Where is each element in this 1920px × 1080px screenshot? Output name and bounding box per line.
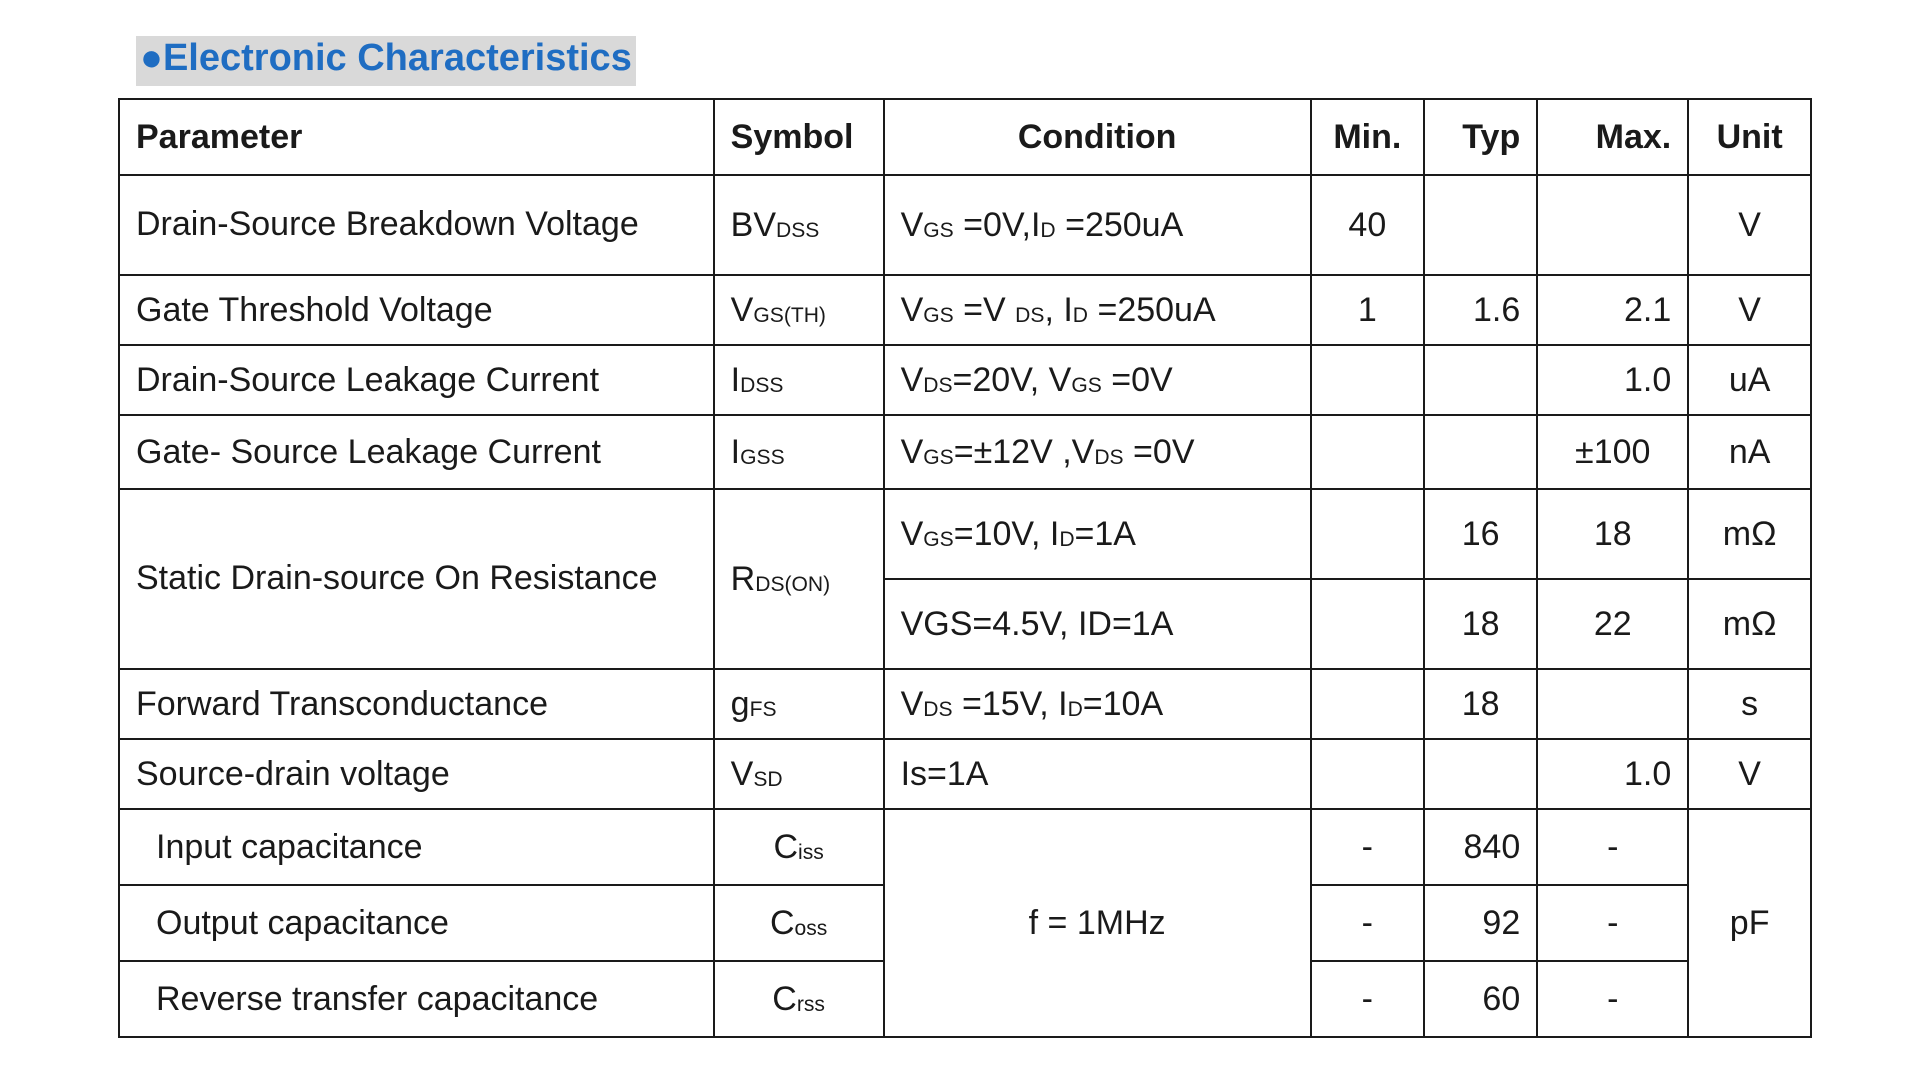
symbol-main: C bbox=[773, 827, 799, 866]
typ-cell bbox=[1424, 345, 1537, 415]
condition-cell bbox=[884, 489, 1311, 579]
condition-subscript: D bbox=[1059, 527, 1075, 551]
condition-subscript: GS bbox=[923, 445, 954, 469]
table-row bbox=[119, 489, 1811, 579]
symbol-cell bbox=[714, 739, 884, 809]
condition-subscript: D bbox=[1072, 303, 1089, 327]
symbol-sub: SD bbox=[753, 767, 783, 791]
header-condition: Condition bbox=[884, 99, 1311, 175]
symbol-main: BV bbox=[730, 205, 777, 244]
parameter-cell: Output capacitance bbox=[119, 885, 714, 961]
condition-subscript: GS bbox=[1071, 373, 1102, 397]
condition-subscript: GS bbox=[923, 527, 954, 551]
typ-cell bbox=[1424, 175, 1537, 275]
condition-subscript: D bbox=[1067, 697, 1083, 721]
condition-text: =250uA bbox=[1088, 290, 1216, 329]
condition-text: =0V,I bbox=[953, 205, 1041, 244]
condition-cell bbox=[884, 175, 1311, 275]
condition-text: VGS=4.5V, ID=1A bbox=[900, 604, 1174, 643]
condition-text: =250uA bbox=[1055, 205, 1184, 244]
symbol-main: V bbox=[730, 754, 754, 793]
condition-text: =1A bbox=[1074, 514, 1136, 553]
symbol-sub: rss bbox=[796, 992, 825, 1016]
parameter-cell: Drain-Source Leakage Current bbox=[119, 345, 714, 415]
condition-text: =20V, V bbox=[952, 360, 1072, 399]
parameter-cell: Static Drain-source On Resistance bbox=[119, 489, 714, 669]
unit-cell: mΩ bbox=[1688, 579, 1811, 669]
condition-text: =0V bbox=[1101, 360, 1173, 399]
table-row bbox=[119, 345, 1811, 415]
max-cell: 22 bbox=[1537, 579, 1688, 669]
symbol-sub: FS bbox=[749, 697, 777, 721]
condition-subscript: GS bbox=[923, 303, 954, 327]
max-cell: 1.0 bbox=[1537, 739, 1688, 809]
condition-cell bbox=[884, 669, 1311, 739]
unit-cell: V bbox=[1688, 275, 1811, 345]
header-row bbox=[119, 99, 1811, 175]
condition-cell bbox=[884, 345, 1311, 415]
min-cell bbox=[1311, 345, 1424, 415]
section-heading bbox=[136, 36, 636, 86]
symbol-sub: oss bbox=[794, 916, 828, 940]
min-cell bbox=[1311, 739, 1424, 809]
electronic-characteristics-table bbox=[118, 98, 1812, 1038]
symbol-cell bbox=[714, 489, 884, 669]
condition-text: V bbox=[900, 360, 924, 399]
condition-subscript: GS bbox=[923, 218, 954, 242]
symbol-main: I bbox=[730, 360, 741, 399]
parameter-cell: Gate Threshold Voltage bbox=[119, 275, 714, 345]
max-cell: - bbox=[1537, 961, 1688, 1037]
header-typ: Typ bbox=[1424, 99, 1537, 175]
symbol-main: C bbox=[769, 903, 795, 942]
condition-cell: f = 1MHz bbox=[884, 809, 1311, 1037]
condition-cell bbox=[884, 739, 1311, 809]
condition-subscript: D bbox=[1040, 218, 1056, 242]
typ-cell: 18 bbox=[1424, 579, 1537, 669]
typ-cell bbox=[1424, 415, 1537, 489]
condition-text: =15V, I bbox=[952, 684, 1068, 723]
unit-cell: mΩ bbox=[1688, 489, 1811, 579]
condition-subscript: DS bbox=[923, 697, 953, 721]
condition-text: V bbox=[900, 514, 924, 553]
header-unit: Unit bbox=[1688, 99, 1811, 175]
condition-cell bbox=[884, 579, 1311, 669]
parameter-cell: Drain-Source Breakdown Voltage bbox=[119, 175, 714, 275]
unit-cell: pF bbox=[1688, 809, 1811, 1037]
header-min: Min. bbox=[1311, 99, 1424, 175]
condition-subscript: DS bbox=[1094, 445, 1124, 469]
min-cell bbox=[1311, 415, 1424, 489]
symbol-main: V bbox=[730, 290, 754, 329]
condition-text: V bbox=[900, 684, 924, 723]
min-cell: - bbox=[1311, 809, 1424, 885]
section-heading-text: ●Electronic Characteristics bbox=[140, 37, 632, 79]
symbol-cell bbox=[714, 415, 884, 489]
parameter-cell: Gate- Source Leakage Current bbox=[119, 415, 714, 489]
unit-cell: uA bbox=[1688, 345, 1811, 415]
min-cell: 1 bbox=[1311, 275, 1424, 345]
symbol-cell bbox=[714, 961, 884, 1037]
symbol-sub: GS(TH) bbox=[753, 303, 826, 327]
symbol-sub: DSS bbox=[776, 218, 820, 242]
symbol-cell bbox=[714, 809, 884, 885]
header-max: Max. bbox=[1537, 99, 1688, 175]
condition-cell bbox=[884, 415, 1311, 489]
symbol-sub: DS(ON) bbox=[755, 572, 831, 596]
header-parameter: Parameter bbox=[119, 99, 714, 175]
symbol-sub: iss bbox=[798, 840, 824, 864]
condition-text: V bbox=[900, 205, 924, 244]
symbol-main: C bbox=[772, 979, 797, 1018]
parameter-cell: Source-drain voltage bbox=[119, 739, 714, 809]
condition-text: V bbox=[900, 290, 924, 329]
symbol-cell bbox=[714, 669, 884, 739]
table-row bbox=[119, 275, 1811, 345]
parameter-cell: Forward Transconductance bbox=[119, 669, 714, 739]
condition-cell bbox=[884, 275, 1311, 345]
header-symbol: Symbol bbox=[714, 99, 884, 175]
symbol-cell bbox=[714, 345, 884, 415]
condition-text: =±12V ,V bbox=[953, 432, 1095, 471]
typ-cell: 16 bbox=[1424, 489, 1537, 579]
condition-subscript: DS bbox=[923, 373, 953, 397]
typ-cell: 840 bbox=[1424, 809, 1537, 885]
min-cell bbox=[1311, 669, 1424, 739]
symbol-sub: GSS bbox=[740, 445, 785, 469]
typ-cell: 92 bbox=[1424, 885, 1537, 961]
symbol-cell bbox=[714, 275, 884, 345]
min-cell: 40 bbox=[1311, 175, 1424, 275]
unit-cell: V bbox=[1688, 739, 1811, 809]
symbol-cell bbox=[714, 885, 884, 961]
max-cell bbox=[1537, 669, 1688, 739]
table-row bbox=[119, 739, 1811, 809]
max-cell: 1.0 bbox=[1537, 345, 1688, 415]
unit-cell: V bbox=[1688, 175, 1811, 275]
table-row bbox=[119, 809, 1811, 885]
condition-subscript: DS bbox=[1015, 303, 1045, 327]
min-cell bbox=[1311, 579, 1424, 669]
max-cell: - bbox=[1537, 809, 1688, 885]
min-cell bbox=[1311, 489, 1424, 579]
condition-text: , I bbox=[1044, 290, 1073, 329]
max-cell bbox=[1537, 175, 1688, 275]
unit-cell: s bbox=[1688, 669, 1811, 739]
max-cell: ±100 bbox=[1537, 415, 1688, 489]
table-row bbox=[119, 415, 1811, 489]
parameter-cell: Input capacitance bbox=[119, 809, 714, 885]
min-cell: - bbox=[1311, 885, 1424, 961]
condition-text: V bbox=[900, 432, 924, 471]
typ-cell: 60 bbox=[1424, 961, 1537, 1037]
condition-text: =V bbox=[953, 290, 1016, 329]
symbol-sub: DSS bbox=[740, 373, 784, 397]
max-cell: 2.1 bbox=[1537, 275, 1688, 345]
min-cell: - bbox=[1311, 961, 1424, 1037]
max-cell: - bbox=[1537, 885, 1688, 961]
max-cell: 18 bbox=[1537, 489, 1688, 579]
symbol-main: R bbox=[730, 559, 756, 598]
condition-text: =0V bbox=[1123, 432, 1195, 471]
symbol-main: I bbox=[730, 432, 741, 471]
table-row bbox=[119, 175, 1811, 275]
typ-cell bbox=[1424, 739, 1537, 809]
condition-text: =10V, I bbox=[953, 514, 1060, 553]
symbol-main: g bbox=[730, 684, 750, 723]
typ-cell: 1.6 bbox=[1424, 275, 1537, 345]
condition-text: Is=1A bbox=[900, 754, 989, 793]
parameter-cell: Reverse transfer capacitance bbox=[119, 961, 714, 1037]
table-row bbox=[119, 669, 1811, 739]
condition-text: =10A bbox=[1082, 684, 1164, 723]
unit-cell: nA bbox=[1688, 415, 1811, 489]
symbol-cell bbox=[714, 175, 884, 275]
typ-cell: 18 bbox=[1424, 669, 1537, 739]
